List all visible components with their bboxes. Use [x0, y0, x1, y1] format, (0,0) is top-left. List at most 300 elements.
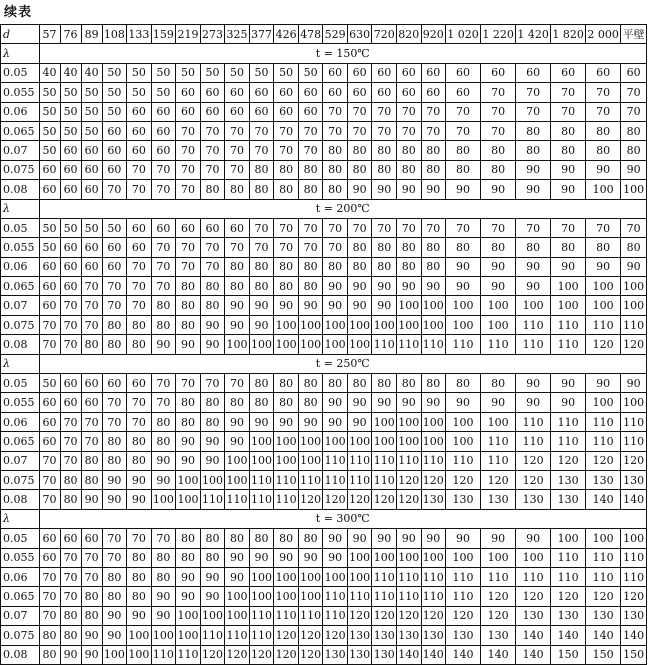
lambda-value: 0.055	[1, 548, 40, 567]
table-cell: 100	[274, 567, 299, 586]
table-cell: 100	[372, 412, 397, 431]
table-cell: 70	[586, 218, 621, 237]
table-cell: 70	[102, 412, 127, 431]
table-cell: 100	[446, 432, 481, 451]
column-header: 219	[176, 25, 201, 44]
table-row	[1, 393, 647, 412]
table-cell: 60	[60, 529, 81, 548]
table-cell: 120	[551, 451, 586, 470]
table-cell: 70	[81, 277, 102, 296]
table-cell: 70	[176, 121, 201, 140]
lambda-value: 0.08	[1, 645, 40, 664]
table-cell: 70	[200, 141, 225, 160]
table-cell: 110	[372, 567, 397, 586]
table-cell: 100	[323, 335, 348, 354]
table-cell: 100	[396, 548, 421, 567]
table-cell: 110	[200, 626, 225, 645]
table-cell: 80	[60, 606, 81, 625]
table-cell: 60	[102, 238, 127, 257]
table-cell: 140	[516, 626, 551, 645]
table-cell: 90	[225, 548, 250, 567]
table-cell: 70	[274, 121, 299, 140]
table-cell: 80	[151, 315, 176, 334]
column-header: 478	[298, 25, 323, 44]
table-cell: 80	[176, 529, 201, 548]
table-cell: 80	[274, 277, 299, 296]
table-cell: 70	[396, 121, 421, 140]
table-cell: 70	[551, 102, 586, 121]
table-cell: 60	[127, 121, 152, 140]
table-cell: 80	[421, 141, 446, 160]
table-cell: 90	[586, 160, 621, 179]
table-cell: 70	[586, 102, 621, 121]
table-cell: 80	[298, 277, 323, 296]
table-cell: 110	[481, 567, 516, 586]
table-cell: 110	[347, 587, 372, 606]
table-cell: 100	[176, 606, 201, 625]
table-cell: 140	[516, 645, 551, 664]
table-cell: 100	[372, 548, 397, 567]
table-cell: 110	[323, 587, 348, 606]
table-cell: 70	[102, 529, 127, 548]
section-header-row	[1, 199, 647, 218]
table-cell: 120	[274, 626, 299, 645]
table-cell: 120	[516, 451, 551, 470]
table-cell: 80	[323, 374, 348, 393]
table-cell: 80	[225, 180, 250, 199]
table-cell: 70	[225, 121, 250, 140]
table-cell: 100	[347, 432, 372, 451]
column-header: 平壁	[621, 25, 647, 44]
table-cell: 80	[446, 374, 481, 393]
table-cell: 90	[372, 180, 397, 199]
table-cell: 70	[60, 567, 81, 586]
table-cell: 90	[176, 451, 201, 470]
table-cell: 70	[481, 83, 516, 102]
table-row	[1, 257, 647, 276]
table-cell: 110	[396, 567, 421, 586]
table-cell: 90	[586, 257, 621, 276]
table-cell: 130	[372, 645, 397, 664]
table-cell: 80	[274, 393, 299, 412]
table-cell: 90	[127, 470, 152, 489]
table-cell: 100	[446, 315, 481, 334]
table-cell: 130	[516, 490, 551, 509]
table-cell: 70	[39, 335, 60, 354]
table-cell: 110	[372, 587, 397, 606]
table-cell: 100	[102, 645, 127, 664]
table-cell: 70	[446, 102, 481, 121]
table-cell: 100	[481, 315, 516, 334]
table-cell: 90	[347, 529, 372, 548]
table-cell: 90	[127, 606, 152, 625]
table-cell: 70	[151, 529, 176, 548]
table-cell: 100	[421, 548, 446, 567]
table-cell: 130	[421, 490, 446, 509]
table-cell: 110	[298, 606, 323, 625]
table-cell: 70	[39, 470, 60, 489]
table-cell: 100	[200, 470, 225, 489]
table-cell: 110	[249, 606, 274, 625]
table-cell: 50	[102, 63, 127, 82]
table-cell: 90	[298, 412, 323, 431]
table-cell: 110	[372, 335, 397, 354]
table-cell: 90	[200, 432, 225, 451]
table-cell: 60	[102, 121, 127, 140]
table-cell: 120	[481, 606, 516, 625]
table-cell: 110	[225, 626, 250, 645]
table-cell: 130	[516, 606, 551, 625]
table-cell: 120	[586, 587, 621, 606]
table-cell: 80	[225, 257, 250, 276]
table-cell: 70	[60, 412, 81, 431]
table-cell: 60	[421, 63, 446, 82]
table-cell: 80	[81, 606, 102, 625]
table-cell: 50	[151, 63, 176, 82]
table-cell: 70	[481, 121, 516, 140]
table-cell: 80	[446, 238, 481, 257]
table-cell: 80	[127, 451, 152, 470]
lambda-value: 0.065	[1, 277, 40, 296]
table-cell: 90	[347, 277, 372, 296]
table-cell: 90	[347, 296, 372, 315]
table-cell: 110	[176, 645, 201, 664]
table-cell: 70	[200, 238, 225, 257]
table-cell: 70	[151, 160, 176, 179]
table-cell: 70	[81, 548, 102, 567]
table-cell: 90	[481, 529, 516, 548]
table-cell: 70	[421, 102, 446, 121]
table-cell: 50	[81, 83, 102, 102]
table-cell: 130	[421, 626, 446, 645]
table-cell: 100	[176, 470, 201, 489]
table-cell: 80	[421, 374, 446, 393]
table-cell: 80	[200, 529, 225, 548]
table-cell: 80	[102, 335, 127, 354]
table-row	[1, 218, 647, 237]
table-cell: 80	[347, 160, 372, 179]
table-cell: 90	[621, 160, 647, 179]
table-cell: 70	[249, 238, 274, 257]
table-cell: 120	[446, 606, 481, 625]
table-cell: 80	[249, 374, 274, 393]
table-cell: 70	[127, 529, 152, 548]
column-header: 920	[421, 25, 446, 44]
header-d-label: d	[1, 25, 40, 44]
table-cell: 60	[225, 102, 250, 121]
table-cell: 130	[481, 626, 516, 645]
lambda-symbol: λ	[1, 354, 40, 373]
table-row	[1, 121, 647, 140]
table-cell: 90	[323, 296, 348, 315]
table-cell: 70	[372, 218, 397, 237]
table-cell: 70	[396, 102, 421, 121]
table-cell: 60	[81, 238, 102, 257]
table-cell: 60	[81, 180, 102, 199]
table-cell: 100	[372, 315, 397, 334]
table-cell: 80	[127, 567, 152, 586]
table-cell: 100	[586, 296, 621, 315]
table-cell: 70	[81, 412, 102, 431]
section-header-row	[1, 44, 647, 63]
table-cell: 70	[176, 180, 201, 199]
table-cell: 70	[446, 121, 481, 140]
table-cell: 100	[586, 277, 621, 296]
temperature-label: t = 250℃	[39, 354, 646, 373]
table-cell: 110	[586, 567, 621, 586]
table-cell: 110	[347, 470, 372, 489]
table-cell: 80	[372, 257, 397, 276]
table-cell: 90	[323, 529, 348, 548]
table-cell: 70	[200, 374, 225, 393]
table-cell: 150	[586, 645, 621, 664]
table-cell: 80	[396, 238, 421, 257]
table-cell: 60	[372, 83, 397, 102]
table-cell: 70	[516, 218, 551, 237]
table-cell: 60	[446, 63, 481, 82]
column-header: 2 000	[586, 25, 621, 44]
lambda-symbol: λ	[1, 199, 40, 218]
table-cell: 120	[396, 490, 421, 509]
table-row	[1, 432, 647, 451]
table-cell: 60	[81, 141, 102, 160]
table-cell: 70	[60, 432, 81, 451]
table-cell: 80	[102, 451, 127, 470]
table-cell: 70	[347, 121, 372, 140]
table-cell: 110	[372, 470, 397, 489]
table-cell: 100	[372, 432, 397, 451]
table-row	[1, 451, 647, 470]
table-cell: 90	[274, 548, 299, 567]
table-cell: 60	[274, 102, 299, 121]
table-cell: 90	[421, 529, 446, 548]
table-row	[1, 63, 647, 82]
table-cell: 120	[347, 606, 372, 625]
table-cell: 70	[396, 218, 421, 237]
table-cell: 80	[249, 277, 274, 296]
table-cell: 140	[621, 626, 647, 645]
table-cell: 100	[516, 296, 551, 315]
table-cell: 120	[372, 606, 397, 625]
table-cell: 110	[421, 587, 446, 606]
table-cell: 70	[516, 102, 551, 121]
table-cell: 100	[481, 296, 516, 315]
table-cell: 120	[200, 645, 225, 664]
table-cell: 80	[200, 393, 225, 412]
table-cell: 50	[298, 63, 323, 82]
table-cell: 80	[151, 412, 176, 431]
table-cell: 70	[60, 335, 81, 354]
temperature-label: t = 150℃	[39, 44, 646, 63]
table-cell: 60	[176, 102, 201, 121]
column-header: 108	[102, 25, 127, 44]
table-cell: 80	[347, 374, 372, 393]
table-cell: 80	[551, 141, 586, 160]
table-cell: 80	[323, 160, 348, 179]
table-cell: 80	[127, 432, 152, 451]
table-cell: 100	[481, 548, 516, 567]
table-cell: 120	[481, 470, 516, 489]
table-cell: 70	[102, 548, 127, 567]
table-cell: 110	[323, 451, 348, 470]
table-cell: 70	[151, 277, 176, 296]
table-row	[1, 83, 647, 102]
lambda-value: 0.06	[1, 567, 40, 586]
table-cell: 90	[200, 587, 225, 606]
table-cell: 90	[551, 160, 586, 179]
table-cell: 80	[446, 160, 481, 179]
table-cell: 120	[396, 606, 421, 625]
table-cell: 110	[372, 451, 397, 470]
lambda-value: 0.08	[1, 335, 40, 354]
table-cell: 130	[551, 470, 586, 489]
table-cell: 90	[81, 645, 102, 664]
table-cell: 110	[551, 432, 586, 451]
table-cell: 110	[421, 335, 446, 354]
table-cell: 80	[127, 587, 152, 606]
table-cell: 70	[127, 160, 152, 179]
table-cell: 110	[551, 315, 586, 334]
table-cell: 90	[481, 257, 516, 276]
table-row	[1, 296, 647, 315]
table-cell: 90	[446, 529, 481, 548]
table-cell: 140	[396, 645, 421, 664]
table-cell: 110	[621, 412, 647, 431]
table-cell: 60	[249, 83, 274, 102]
table-row	[1, 626, 647, 645]
table-cell: 90	[446, 180, 481, 199]
table-cell: 110	[481, 451, 516, 470]
table-cell: 50	[39, 141, 60, 160]
table-cell: 100	[347, 315, 372, 334]
table-cell: 80	[81, 451, 102, 470]
table-cell: 70	[102, 393, 127, 412]
table-cell: 80	[39, 645, 60, 664]
table-cell: 80	[225, 393, 250, 412]
table-cell: 70	[176, 160, 201, 179]
table-cell: 120	[298, 626, 323, 645]
table-cell: 60	[39, 160, 60, 179]
table-cell: 60	[421, 83, 446, 102]
table-cell: 110	[274, 606, 299, 625]
table-cell: 140	[586, 490, 621, 509]
table-cell: 90	[225, 296, 250, 315]
table-cell: 70	[127, 180, 152, 199]
table-cell: 70	[200, 121, 225, 140]
lambda-value: 0.055	[1, 238, 40, 257]
table-cell: 60	[323, 63, 348, 82]
table-cell: 100	[586, 529, 621, 548]
table-cell: 90	[621, 257, 647, 276]
table-row	[1, 335, 647, 354]
table-cell: 90	[551, 257, 586, 276]
column-header: 159	[151, 25, 176, 44]
table-cell: 110	[446, 567, 481, 586]
table-cell: 100	[127, 645, 152, 664]
table-cell: 80	[249, 160, 274, 179]
table-cell: 50	[60, 218, 81, 237]
lambda-value: 0.08	[1, 490, 40, 509]
table-cell: 130	[323, 645, 348, 664]
table-cell: 90	[372, 296, 397, 315]
table-cell: 110	[481, 335, 516, 354]
table-row	[1, 529, 647, 548]
table-cell: 70	[151, 257, 176, 276]
table-cell: 110	[586, 548, 621, 567]
table-cell: 90	[225, 315, 250, 334]
table-cell: 130	[347, 645, 372, 664]
table-cell: 100	[551, 277, 586, 296]
table-cell: 50	[151, 83, 176, 102]
table-cell: 80	[200, 296, 225, 315]
table-cell: 60	[102, 374, 127, 393]
table-cell: 70	[39, 606, 60, 625]
table-cell: 100	[323, 432, 348, 451]
table-cell: 100	[127, 626, 152, 645]
table-cell: 110	[249, 490, 274, 509]
table-cell: 130	[446, 490, 481, 509]
table-cell: 80	[347, 141, 372, 160]
table-cell: 140	[421, 645, 446, 664]
table-cell: 90	[298, 296, 323, 315]
table-cell: 100	[225, 451, 250, 470]
table-cell: 80	[396, 160, 421, 179]
table-cell: 90	[516, 529, 551, 548]
table-cell: 60	[127, 238, 152, 257]
table-cell: 80	[60, 626, 81, 645]
table-cell: 120	[298, 645, 323, 664]
temperature-label: t = 300℃	[39, 509, 646, 528]
lambda-value: 0.075	[1, 626, 40, 645]
table-cell: 80	[396, 257, 421, 276]
table-cell: 110	[516, 335, 551, 354]
table-row	[1, 277, 647, 296]
table-cell: 90	[176, 432, 201, 451]
table-cell: 60	[60, 257, 81, 276]
table-cell: 50	[102, 218, 127, 237]
table-cell: 60	[151, 102, 176, 121]
table-cell: 70	[481, 218, 516, 237]
table-cell: 70	[225, 238, 250, 257]
table-cell: 90	[396, 529, 421, 548]
column-header: 630	[347, 25, 372, 44]
table-cell: 80	[421, 257, 446, 276]
table-cell: 130	[481, 490, 516, 509]
table-cell: 60	[151, 141, 176, 160]
table-cell: 100	[176, 626, 201, 645]
table-cell: 90	[200, 451, 225, 470]
table-row	[1, 315, 647, 334]
table-cell: 80	[481, 374, 516, 393]
table-cell: 70	[176, 238, 201, 257]
table-cell: 150	[621, 645, 647, 664]
table-cell: 110	[274, 470, 299, 489]
table-cell: 60	[39, 548, 60, 567]
table-cell: 70	[60, 315, 81, 334]
table-cell: 90	[102, 626, 127, 645]
table-cell: 70	[176, 374, 201, 393]
table-cell: 100	[421, 432, 446, 451]
table-cell: 60	[151, 121, 176, 140]
table-cell: 70	[323, 102, 348, 121]
table-cell: 100	[274, 432, 299, 451]
table-cell: 50	[39, 374, 60, 393]
table-cell: 100	[298, 451, 323, 470]
table-cell: 100	[551, 529, 586, 548]
table-cell: 50	[102, 102, 127, 121]
table-cell: 80	[396, 141, 421, 160]
table-cell: 100	[249, 587, 274, 606]
